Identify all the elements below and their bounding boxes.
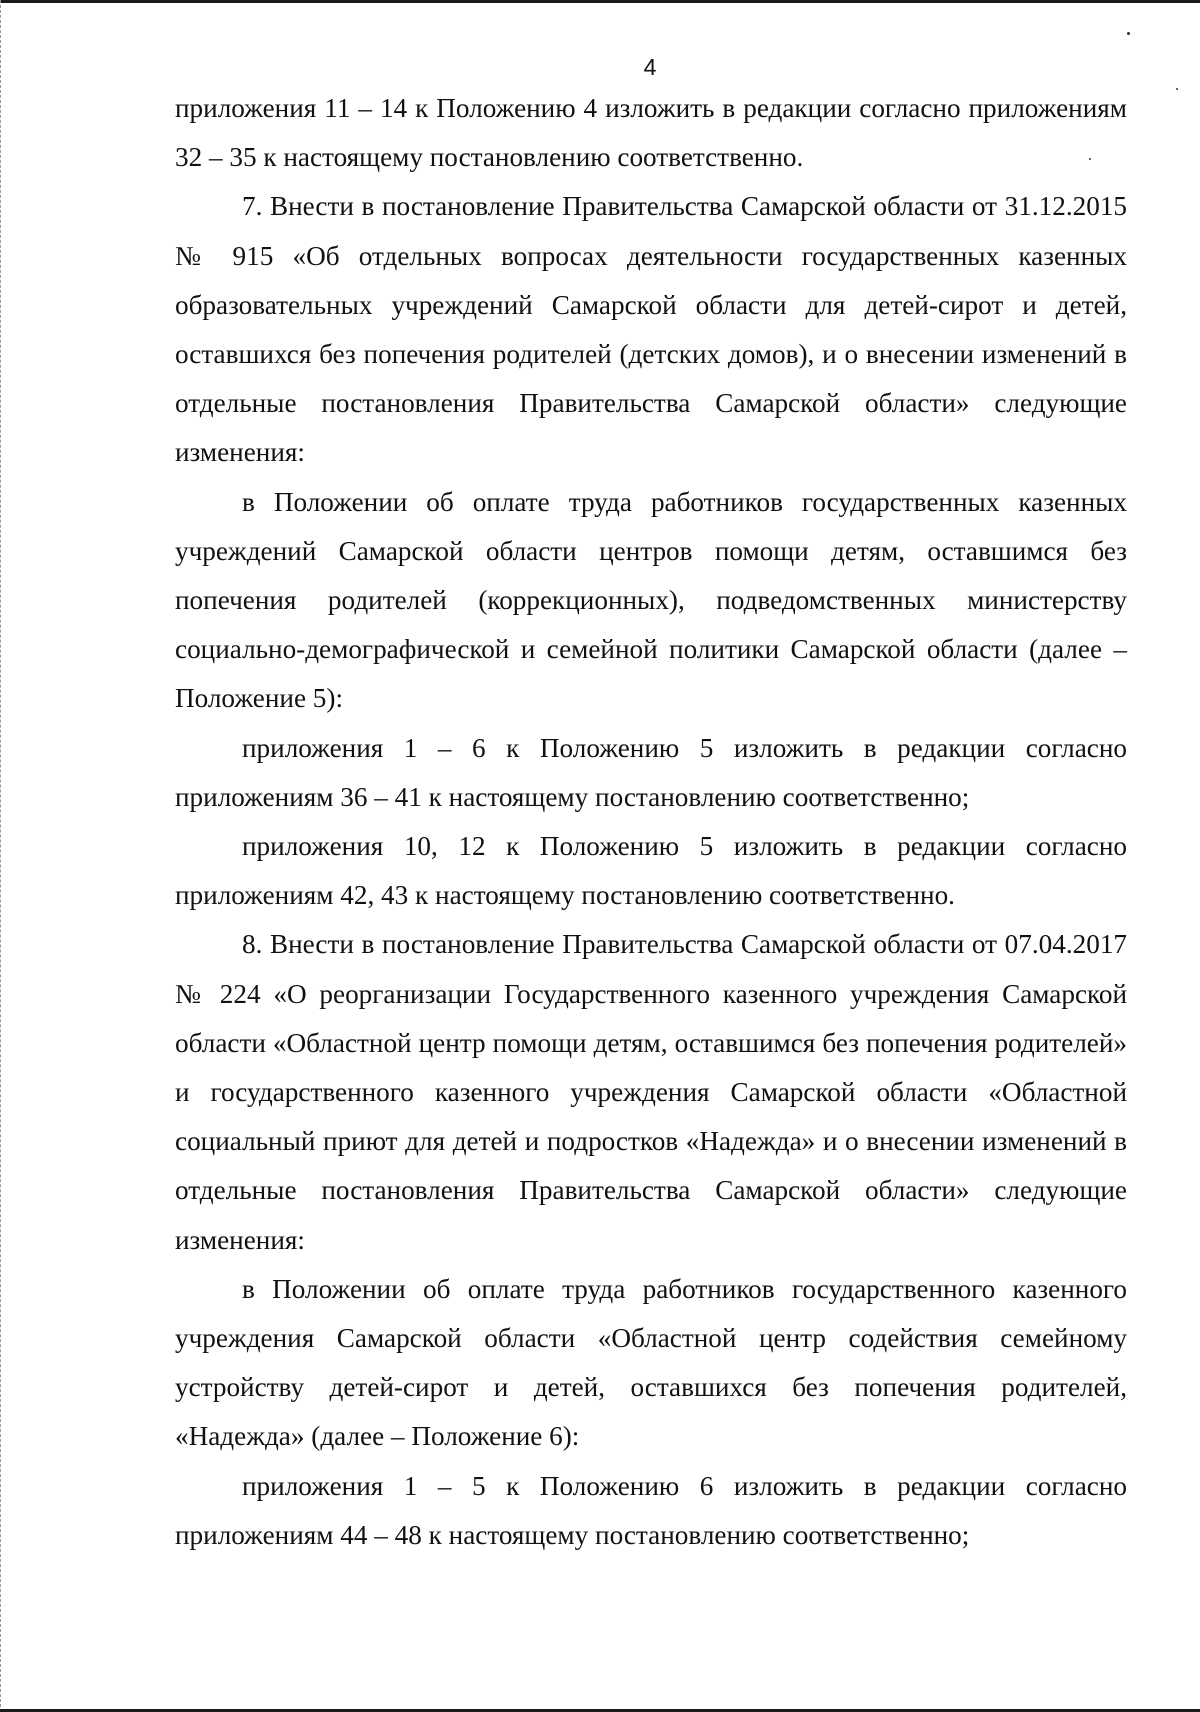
scan-edge-left [0, 0, 2, 1712]
paragraph: приложения 1 – 5 к Положению 6 изложить в редакции согласно приложениям 44 – 48 к настоящему постановлению соответственно; [175, 1470, 1127, 1550]
paragraph: приложения 11 – 14 к Положению 4 изложить в редакции согласно приложениям 32 – 35 к настоящему постановлению соответственно. [175, 93, 1127, 173]
scan-speck [1127, 32, 1130, 35]
paragraph: в Положении об оплате труда работников государственного казенного учреждения Самарской области «Областной центр содействия семейному устройству детей-сирот и детей, оставшихся без попечения родителей, «Надежда» (далее – Положение 6): [175, 1273, 1127, 1452]
paragraph: приложения 1 – 6 к Положению 5 изложить в редакции согласно приложениям 36 – 41 к настоящему постановлению соответственно; [175, 732, 1127, 812]
paragraph: 8. Внести в постановление Правительства Самарской области от 07.04.2017 № 224 «О реорганизации Государственного казенного учреждения Самарской области «Областной центр помощи детям, оставшимся без попечения родителей» и государственного казенного учреждения Самарской области «Областной социальный приют для детей и подростков «Надежда» и о внесении изменений в отдельные постановления Правительства Самарской области» следующие изменения: [175, 929, 1127, 1255]
paragraph: приложения 10, 12 к Положению 5 изложить в редакции согласно приложениям 42, 43 к настоящему постановлению соответственно. [175, 831, 1127, 911]
paragraph: в Положении об оплате труда работников государственных казенных учреждений Самарской области центров помощи детям, оставшимся без попечения родителей (коррекционных), подведомственных министерству социально-демографической и семейной политики Самарской области (далее – Положение 5): [175, 486, 1127, 714]
paragraph: 7. Внести в постановление Правительства Самарской области от 31.12.2015 № 915 «Об отдельных вопросах деятельности государственных казенных образовательных учреждений Самарской области для детей-сирот и детей, оставшихся без попечения родителей (детских домов), и о внесении изменений в отдельные постановления Правительства Самарской области» следующие изменения: [175, 191, 1127, 468]
page-number: 4 [643, 54, 657, 80]
scan-edge-top [0, 0, 1200, 3]
document-body [175, 84, 1127, 1560]
scan-speck [1176, 88, 1178, 90]
